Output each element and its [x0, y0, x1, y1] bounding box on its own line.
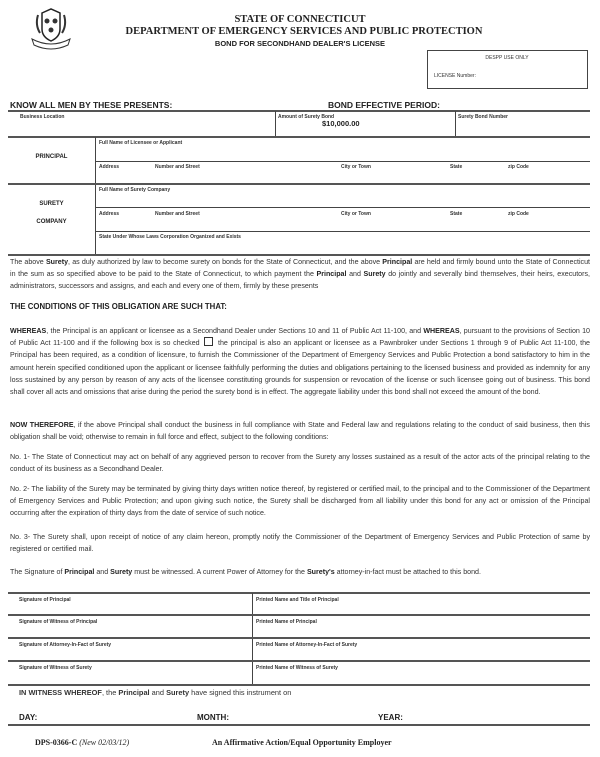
sig-witness-surety-label: Signature of Witness of Surety [19, 665, 92, 671]
day-field[interactable] [42, 710, 192, 723]
know-all-men-heading: KNOW ALL MEN BY THESE PRESENTS: [10, 100, 173, 110]
surety-street-label: Number and Street [155, 211, 200, 217]
principal-street-label: Number and Street [155, 164, 200, 170]
surety-state-label: State [450, 211, 463, 217]
surety-name-label: Full Name of Surety Company [99, 187, 171, 193]
bond-paragraph: The above Surety, as duly authorized by law to become surety on bonds for the State of Connecticut, and the above Principal are held and firmly bound unto the State of Connecticut in the sum as so specified above to be paid to the State of Connecticut, to which payment the Principal and Surety do jointly and severally bind themselves, their heirs, executors, administrators, successors and assigns, and each and every one of them, firmly by these presents [10, 258, 590, 291]
whereas-paragraph: WHEREAS, the Principal is an applicant or licensee as a Secondhand Dealer under Sections 10 and 11 of Public Act 11-100, and WHEREAS, pursuant to the provisions of Section 10 of Public Act 11-100 and if the following box is so checked the principal is also an applicant or licensee as a Pawnbroker under Sections 1 through 9 of Public Act 11-100, the Principal has been required, as a condition of licensure, to furnish the Commissioner of the Department of Emergency Services and Public Protection a bond satisfactory to him in the amount herein specified conditioned upon the applicant or licensee faithfully performing the duties and obligations pertaining to the licensed business and provided as indemnity for any loss sustained by any person by reason of any acts of the licensee constituting grounds for suspension or revocation of the license or such licensee going out of business. This bond shall cover all acts and omissions that arise during the period the surety bond is in effect. The aggregate liability under this bond shall not exceed the amount of the bond. [10, 327, 590, 397]
day-label: DAY: [19, 713, 38, 722]
condition-1: No. 1- The State of Connecticut may act on behalf of any aggrieved person to recover from the Surety any losses sustained as a result of the actor acts of the principal relating to the conduct of its business as a Secondhand Dealer. [10, 453, 590, 474]
state-under-laws-field[interactable] [99, 240, 587, 253]
signature-witness-surety-field[interactable] [19, 671, 247, 681]
license-number-label: LICENSE Number: [434, 73, 476, 79]
bond-number-field[interactable] [458, 120, 588, 135]
eeo-statement: An Affirmative Action/Equal Opportunity Employer [212, 738, 392, 747]
sig-witness-principal-label: Signature of Witness of Principal [19, 619, 98, 625]
bond-effective-period-label: BOND EFFECTIVE PERIOD: [328, 100, 440, 110]
month-field[interactable] [230, 710, 375, 723]
surety-label: SURETY [39, 201, 64, 207]
form-number: DPS-0366-C (New 02/03/12) [35, 738, 130, 747]
business-location-field[interactable] [20, 120, 270, 135]
signature-witness-principal-field[interactable] [19, 625, 247, 635]
principal-state-label: State [450, 164, 463, 170]
company-label: COMPANY [36, 219, 67, 225]
header-form-title: BOND FOR SECONDHAND DEALER'S LICENSE [214, 39, 386, 48]
condition-2: No. 2- The liability of the Surety may be terminated by giving thirty days written notice thereof, by registered or certified mail, to the principal and to the Commissioner of the Department of Emergency Services and Public Protection; and upon giving such notice, the Surety shall be discharged from all liability under this bond for any act or omission of the Principal occurring after the expiration of thirty days from the date of service of such notice. [10, 485, 590, 518]
bond-number-label: Surety Bond Number [458, 114, 509, 120]
conditions-heading: THE CONDITIONS OF THIS OBLIGATION ARE SUCH THAT: [10, 302, 227, 311]
header-department: DEPARTMENT OF EMERGENCY SERVICES AND PUBLIC PROTECTION [125, 26, 483, 37]
surety-name-field[interactable] [99, 193, 587, 206]
amount-value: $10,000.00 [322, 119, 360, 128]
in-witness-statement: IN WITNESS WHEREOF, the Principal and Surety have signed this instrument on [19, 688, 292, 697]
year-field[interactable] [408, 710, 588, 723]
printed-name-witness-surety-field[interactable] [256, 671, 586, 681]
principal-city-label: City or Town [341, 164, 371, 170]
state-under-laws-label: State Under Whose Laws Corporation Organized and Exists [99, 234, 241, 240]
surety-address-label: Address [99, 211, 120, 217]
printed-name-principal-field[interactable] [256, 625, 586, 635]
surety-zip-label: zip Code [508, 211, 529, 217]
month-label: MONTH: [197, 713, 229, 722]
signature-principal-field[interactable] [19, 603, 247, 613]
printed-name-witness-surety-label: Printed Name of Witness of Surety [256, 665, 338, 671]
now-therefore-paragraph: NOW THEREFORE, if the above Principal shall conduct the business in full compliance with State and Federal law and regulations relating to the conduct of said business, then this obligation shall be void; otherwise to remain in full force and effect, subject to the following conditions: [10, 421, 590, 442]
pawnbroker-checkbox[interactable] [204, 337, 213, 346]
business-location-label: Business Location [20, 114, 65, 120]
sig-principal-label: Signature of Principal [19, 597, 71, 603]
condition-3: No. 3- The Surety shall, upon receipt of notice of any claim hereon, promptly notify the Commissioner of the Department of Emergency Services and Public Protection of same by registered or certified mail. [10, 533, 590, 554]
despp-title: DESPP USE ONLY [485, 55, 529, 61]
witness-requirement: The Signature of Principal and Surety must be witnessed. A current Power of Attorney for the Surety's attorney-in-fact must be attached to this bond. [10, 568, 481, 576]
despp-use-only-box [427, 50, 588, 89]
printed-name-attorney-field[interactable] [256, 648, 586, 658]
printed-name-title-principal-label: Printed Name and Title of Principal [256, 597, 339, 603]
printed-name-title-principal-field[interactable] [256, 603, 586, 613]
licensee-name-field[interactable] [99, 146, 587, 160]
principal-zip-label: zip Code [508, 164, 529, 170]
printed-name-principal-label: Printed Name of Principal [256, 619, 317, 625]
principal-address-label: Address [99, 164, 120, 170]
principal-address-field[interactable] [99, 170, 587, 182]
sig-attorney-surety-label: Signature of Attorney-In-Fact of Surety [19, 642, 112, 648]
year-label: YEAR: [378, 713, 403, 722]
surety-address-field[interactable] [99, 217, 587, 229]
header-state: STATE OF CONNECTICUT [234, 14, 366, 25]
principal-label: PRINCIPAL [35, 154, 68, 160]
surety-city-label: City or Town [341, 211, 371, 217]
amount-label: Amount of Surety Bond [278, 114, 335, 120]
printed-name-attorney-label: Printed Name of Attorney-In-Fact of Surety [256, 642, 358, 648]
licensee-name-label: Full Name of Licensee or Applicant [99, 140, 183, 146]
signature-attorney-field[interactable] [19, 648, 247, 658]
